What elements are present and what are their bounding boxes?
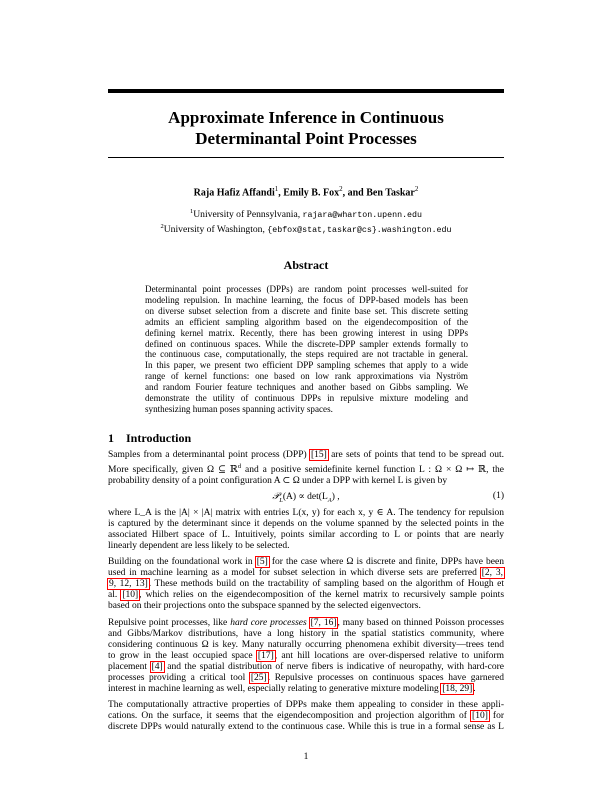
text-line [108,684,504,695]
equation-body [108,491,504,504]
abstract-line: admits an efficient sampling algorithm based on the eigendecomposition of the [145,316,468,327]
text-run: , ant hill locations are over-dispersed relative to uniform [274,651,504,661]
title-line-2: Determinantal Point Processes [195,129,417,148]
section-title: Introduction [126,431,192,445]
text-line [108,651,504,662]
abstract-line: modeling repulsion. In machine learning, the focus of DPP-based models has been [145,294,468,305]
text-run: Repulsive point processes, like [108,618,231,628]
title-top-rule [108,89,504,93]
text-run: to grow in the least occupied space [108,651,257,661]
citation-link[interactable]: [4] [151,662,163,672]
text-line: based on their projections onto the subspace spanned by the selected eigenvectors. [108,601,421,611]
equation-subscript: L [279,496,283,504]
paper-title [108,107,504,149]
affiliation-line [108,221,504,236]
author-separator: , and [342,187,367,199]
abstract-line: defining kernel matrix. Recently, there has been growing interest in using DPPs [145,327,468,338]
abstract-line: demonstrate the utility of continuous DPPs in repulsive mixture modeling and [145,393,468,404]
intro-paragraph-5 [108,700,504,733]
text-run: processes providing a critical tool [108,673,250,683]
abstract-line: Determinantal point processes (DPPs) are random point processes well-suited for [145,284,468,294]
text-run: and the spatial distribution of nerve fibers is indicative of neuropathy, with hard-core [163,662,504,672]
affiliations [108,206,504,236]
citation-link[interactable]: [7, 16] [310,618,337,628]
text-line [108,461,504,476]
abstract-line: defined on continuous spaces. While the discrete-DPP sampler extends formally to [145,338,468,349]
text-run: are sets of points that tend to be spread out. [327,450,504,460]
text-line [108,662,504,673]
text-run: Building on the foundational work in [108,557,256,567]
section-number: 1 [108,431,114,445]
equation-text: ) , [331,492,340,502]
author-name: Ben Taskar [366,187,415,199]
abstract-heading: Abstract [283,258,329,272]
text-run: , which relies on the eigendecomposition of the kernel matrix to recursively sample points [139,590,505,600]
author-name: Raja Hafiz Affandi [193,187,275,199]
citation-link[interactable]: [10] [122,590,139,600]
citation-link[interactable]: [5] [256,557,268,567]
text-run: for the case where Ω is discrete and finite, DPPs have been [268,557,504,567]
text-line [108,568,504,579]
text-line [108,557,504,568]
author-separator: , [278,187,284,199]
text-line: discrete DPPs would naturally extend to the continuous case. While this is true in a formal sense as L [108,722,504,732]
author-affil-mark: 1 [274,185,279,193]
affiliation-email[interactable]: rajara@wharton.upenn.edu [302,211,422,221]
superscript: d [237,463,242,470]
page-number: 1 [303,752,309,762]
abstract-line: In this paper, we present two efficient DPP sampling schemes that apply to a wide [145,360,468,371]
intro-paragraph-1 [108,450,504,487]
text-line: The computationally attractive properties of DPPs make them appealing to consider in these appli- [108,700,504,710]
text-run: , many based on thinned Poisson processes [337,618,504,628]
title-line-1: Approximate Inference in Continuous [168,108,444,127]
text-run: placement [108,662,151,672]
text-run: al. [108,590,122,600]
text-line [108,579,504,590]
text-line [108,590,504,601]
citation-link[interactable]: [2, 3, [481,568,504,578]
text-line [108,618,504,629]
affiliation-institution: University of Washington, [163,224,268,236]
text-line [108,450,504,461]
text-line: associated Hilbert space of L. Intuitively, points similar according to L or points that are nearly [108,530,504,540]
author-list [108,183,504,199]
abstract-line: range of kernel functions: one based on low rank approximations via Nyström [145,371,468,382]
section-heading [108,431,191,446]
equation-text: (A) ∝ det(L [282,492,328,502]
affiliation-email[interactable]: {ebfox@stat,taskar@cs}.washington.edu [267,226,452,236]
author-affil-mark: 2 [414,185,419,193]
author-affil-mark: 2 [339,185,343,193]
equation-subscript: A [327,496,332,504]
abstract-line: on diverse subset selection from a discrete and finite base set. This discrete setting [145,305,468,316]
abstract-line: synthesizing human poses spanning activity spaces. [145,403,333,414]
text-run: . These methods build on the tractability of sampling based on the algorithm of Hough et [148,579,504,589]
text-run: . Repulsive processes on continuous spaces have garnered [267,673,505,683]
equation-number: (1) [492,491,504,501]
text-run: for [488,711,504,721]
text-line: and Gibbs/Markov distributions, have a long history in the spatial statistics community, where [108,629,504,639]
affiliation-institution: University of Pennsylvania, [193,209,303,221]
intro-paragraph-4 [108,618,504,695]
citation-link[interactable]: 9, 12, 13] [109,579,148,589]
abstract-body [145,284,468,415]
affiliation-mark: 1 [190,208,194,215]
equation-1 [108,491,504,503]
text-run: Samples from a determinantal point process (DPP) [108,450,310,460]
citation-link[interactable]: [15] [310,450,327,460]
text-run: used in machine learning as a model for subset selection in which diverse sets are preferred [108,568,481,578]
citation-link[interactable]: [10] [472,711,488,721]
citation-link[interactable]: [17] [257,651,274,661]
text-line: probability density of a point configuration A ⊂ Ω under a DPP with kernel L is given by [108,476,448,487]
text-run: and a positive semidefinite kernel function L : Ω × Ω ↦ ℝ, the [241,465,505,476]
citation-link[interactable]: [25] [250,673,267,683]
emphasis: hard core processes [230,618,307,628]
equation-symbol: 𝒫 [272,492,280,502]
text-line: linearly dependent are less likely to be selected. [108,541,290,551]
affiliation-line [108,206,504,221]
text-line [108,711,504,722]
text-line [108,673,504,684]
text-run: . [473,684,476,694]
text-run: cations. On the surface, it seems that the eigendecomposition and projection algorithm of [108,711,472,721]
title-bottom-rule [108,157,504,158]
intro-paragraph-2 [108,508,504,552]
citation-link[interactable]: [18, 29] [442,684,473,694]
abstract-line: and random Fourier feature techniques and another based on Gibbs sampling. We [145,382,468,393]
intro-paragraph-3 [108,557,504,612]
text-run: More specifically, given Ω ⊆ ℝ [108,465,238,476]
text-line: considering continuous Ω is key. Many naturally occurring phenomena exhibit diversity—trees tend [108,640,504,650]
abstract-line: the continuous case, computationally, the steps required are not tractable in general. [145,349,468,360]
affiliation-mark: 2 [160,223,164,231]
text-line: where L_A is the |A| × |A| matrix with entries L(x, y) for each x, y ∈ A. The tendency for repulsion [108,508,504,518]
text-run: interest in machine learning as well, especially relating to generative mixture modeling [108,684,442,694]
text-line: is captured by the determinant since it depends on the volume spanned by the selected points in the [108,519,504,529]
author-name: Emily B. Fox [283,187,340,199]
